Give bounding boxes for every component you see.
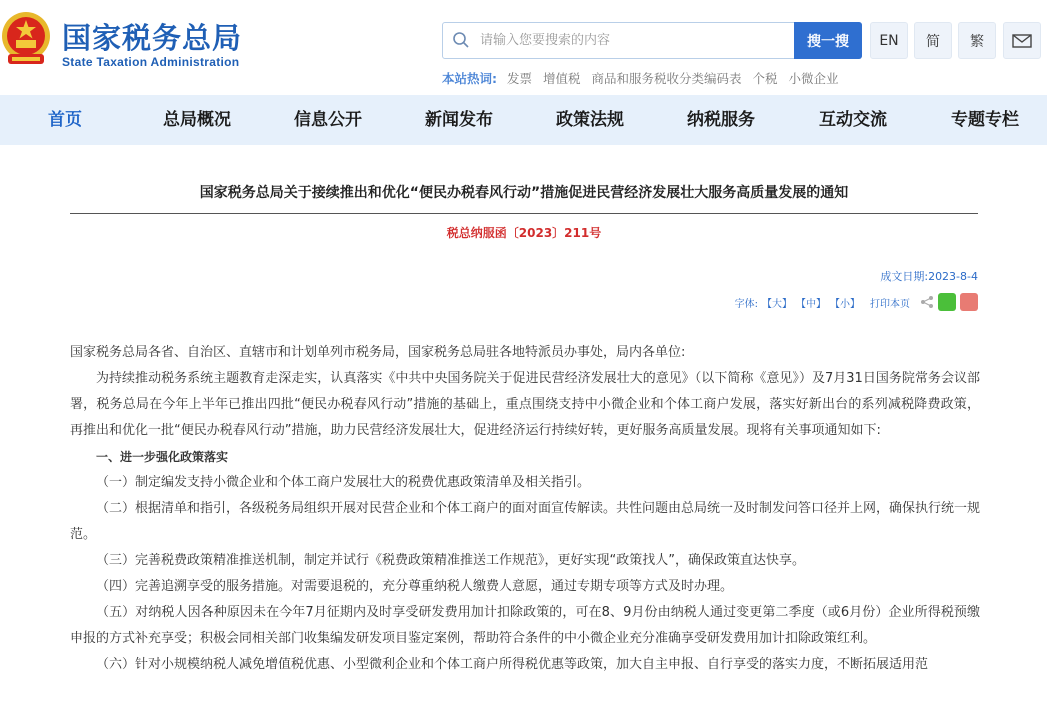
wechat-icon[interactable] bbox=[938, 293, 956, 311]
mail-icon bbox=[1012, 34, 1032, 48]
nav-item-news[interactable]: 新闻发布 bbox=[425, 110, 493, 130]
article-date: 成文日期:2023-8-4 bbox=[880, 270, 978, 283]
nav-item-disclosure[interactable]: 信息公开 bbox=[294, 110, 362, 130]
share-icon[interactable] bbox=[920, 295, 934, 309]
site-header bbox=[0, 0, 1047, 95]
search-button[interactable]: 搜一搜 bbox=[794, 22, 862, 59]
lang-en-button[interactable]: EN bbox=[870, 22, 908, 59]
lang-simplified-button[interactable]: 简 bbox=[914, 22, 952, 59]
site-logo-title[interactable]: 国家税务总局 bbox=[62, 21, 243, 55]
list-item: （六）针对小规模纳税人减免增值税优惠、小型微利企业和个体工商户所得税优惠等政策，加大自主申报、自行享受的落实力度，不断拓展适用范 bbox=[96, 657, 929, 672]
font-size-label: 字体: bbox=[734, 298, 758, 310]
hot-word-link[interactable]: 商品和服务税收分类编码表 bbox=[591, 71, 742, 86]
weibo-icon[interactable] bbox=[960, 293, 978, 311]
nav-item-topics[interactable]: 专题专栏 bbox=[951, 110, 1019, 130]
hot-word-link[interactable]: 小微企业 bbox=[788, 71, 839, 86]
article-body bbox=[70, 340, 980, 678]
lang-traditional-button[interactable]: 繁 bbox=[958, 22, 996, 59]
article-title: 国家税务总局关于接续推出和优化“便民办税春风行动”措施促进民营经济发展壮大服务高质量发展的通知 bbox=[199, 185, 849, 201]
nav-item-interaction[interactable]: 互动交流 bbox=[819, 110, 887, 130]
site-logo-subtitle[interactable]: State Taxation Administration bbox=[62, 55, 240, 69]
search-icon bbox=[452, 31, 470, 49]
hot-words-label: 本站热词: bbox=[442, 71, 497, 86]
intro-paragraph: 为持续推动税务系统主题教育走深走实，认真落实《中共中央国务院关于促进民营经济发展壮大的意见》（以下简称《意见》）及7月31日国务院常务会议部署，税务总局在今年上半年已推出四批“便民办税春风行动”措施的基础上，重点围绕支持中小微企业和个体工商户发展，落实好新出台的系列减税降费政策，再推出和优化一批“便民办税春风行动”措施，助力民营经济发展壮大，促进经济运行持续好转，更好服务高质量发展。现将有关事项通知如下: bbox=[70, 371, 980, 438]
national-emblem-icon[interactable] bbox=[0, 10, 52, 68]
nav-item-policy[interactable]: 政策法规 bbox=[556, 110, 624, 130]
section-heading: 一、进一步强化政策落实 bbox=[96, 450, 229, 464]
hot-word-link[interactable]: 发票 bbox=[506, 71, 532, 86]
hot-word-link[interactable]: 增值税 bbox=[542, 71, 581, 86]
print-button[interactable]: 打印本页 bbox=[870, 298, 910, 310]
font-large-button[interactable]: 【大】 bbox=[762, 298, 792, 310]
nav-item-service[interactable]: 纳税服务 bbox=[687, 110, 755, 130]
font-medium-button[interactable]: 【中】 bbox=[796, 298, 826, 310]
nav-item-overview[interactable]: 总局概况 bbox=[163, 110, 231, 130]
document-number: 税总纳服函〔2023〕211号 bbox=[446, 226, 602, 240]
list-item: （一）制定编发支持小微企业和个体工商户发展壮大的税费优惠政策清单及相关指引。 bbox=[96, 475, 591, 490]
hot-word-link[interactable]: 个税 bbox=[752, 71, 778, 86]
search-input[interactable] bbox=[480, 23, 790, 58]
nav-item-home[interactable]: 首页 bbox=[48, 110, 82, 130]
hot-words bbox=[442, 69, 846, 87]
list-item: （五）对纳税人因各种原因未在今年7月征期内及时享受研发费用加计扣除政策的，可在8、9月份由纳税人通过变更第二季度（或6月份）企业所得税预缴申报的方式补充享受；积极会同相关部门收集编发研发项目鉴定案例，帮助符合条件的中小微企业充分准确享受研发费用加计扣除政策红利。 bbox=[70, 605, 980, 646]
font-small-button[interactable]: 【小】 bbox=[830, 298, 860, 310]
main-nav bbox=[0, 95, 1047, 145]
list-item: （三）完善税费政策精准推送机制，制定并试行《税费政策精准推送工作规范》，更好实现“政策找人”，确保政策直达快享。 bbox=[96, 553, 805, 568]
list-item: （二）根据清单和指引，各级税务局组织开展对民营企业和个体工商户的面对面宣传解读。共性问题由总局统一及时制发问答口径并上网，确保执行统一规范。 bbox=[70, 501, 981, 542]
title-divider bbox=[70, 213, 978, 214]
mail-button[interactable] bbox=[1003, 22, 1041, 59]
list-item: （四）完善追溯享受的服务措施。对需要退税的，充分尊重纳税人缴费人意愿，通过专期专项等方式及时办理。 bbox=[96, 579, 734, 594]
article-tools bbox=[731, 292, 978, 312]
salutation: 国家税务总局各省、自治区、直辖市和计划单列市税务局，国家税务总局驻各地特派员办事处，局内各单位: bbox=[70, 345, 686, 360]
